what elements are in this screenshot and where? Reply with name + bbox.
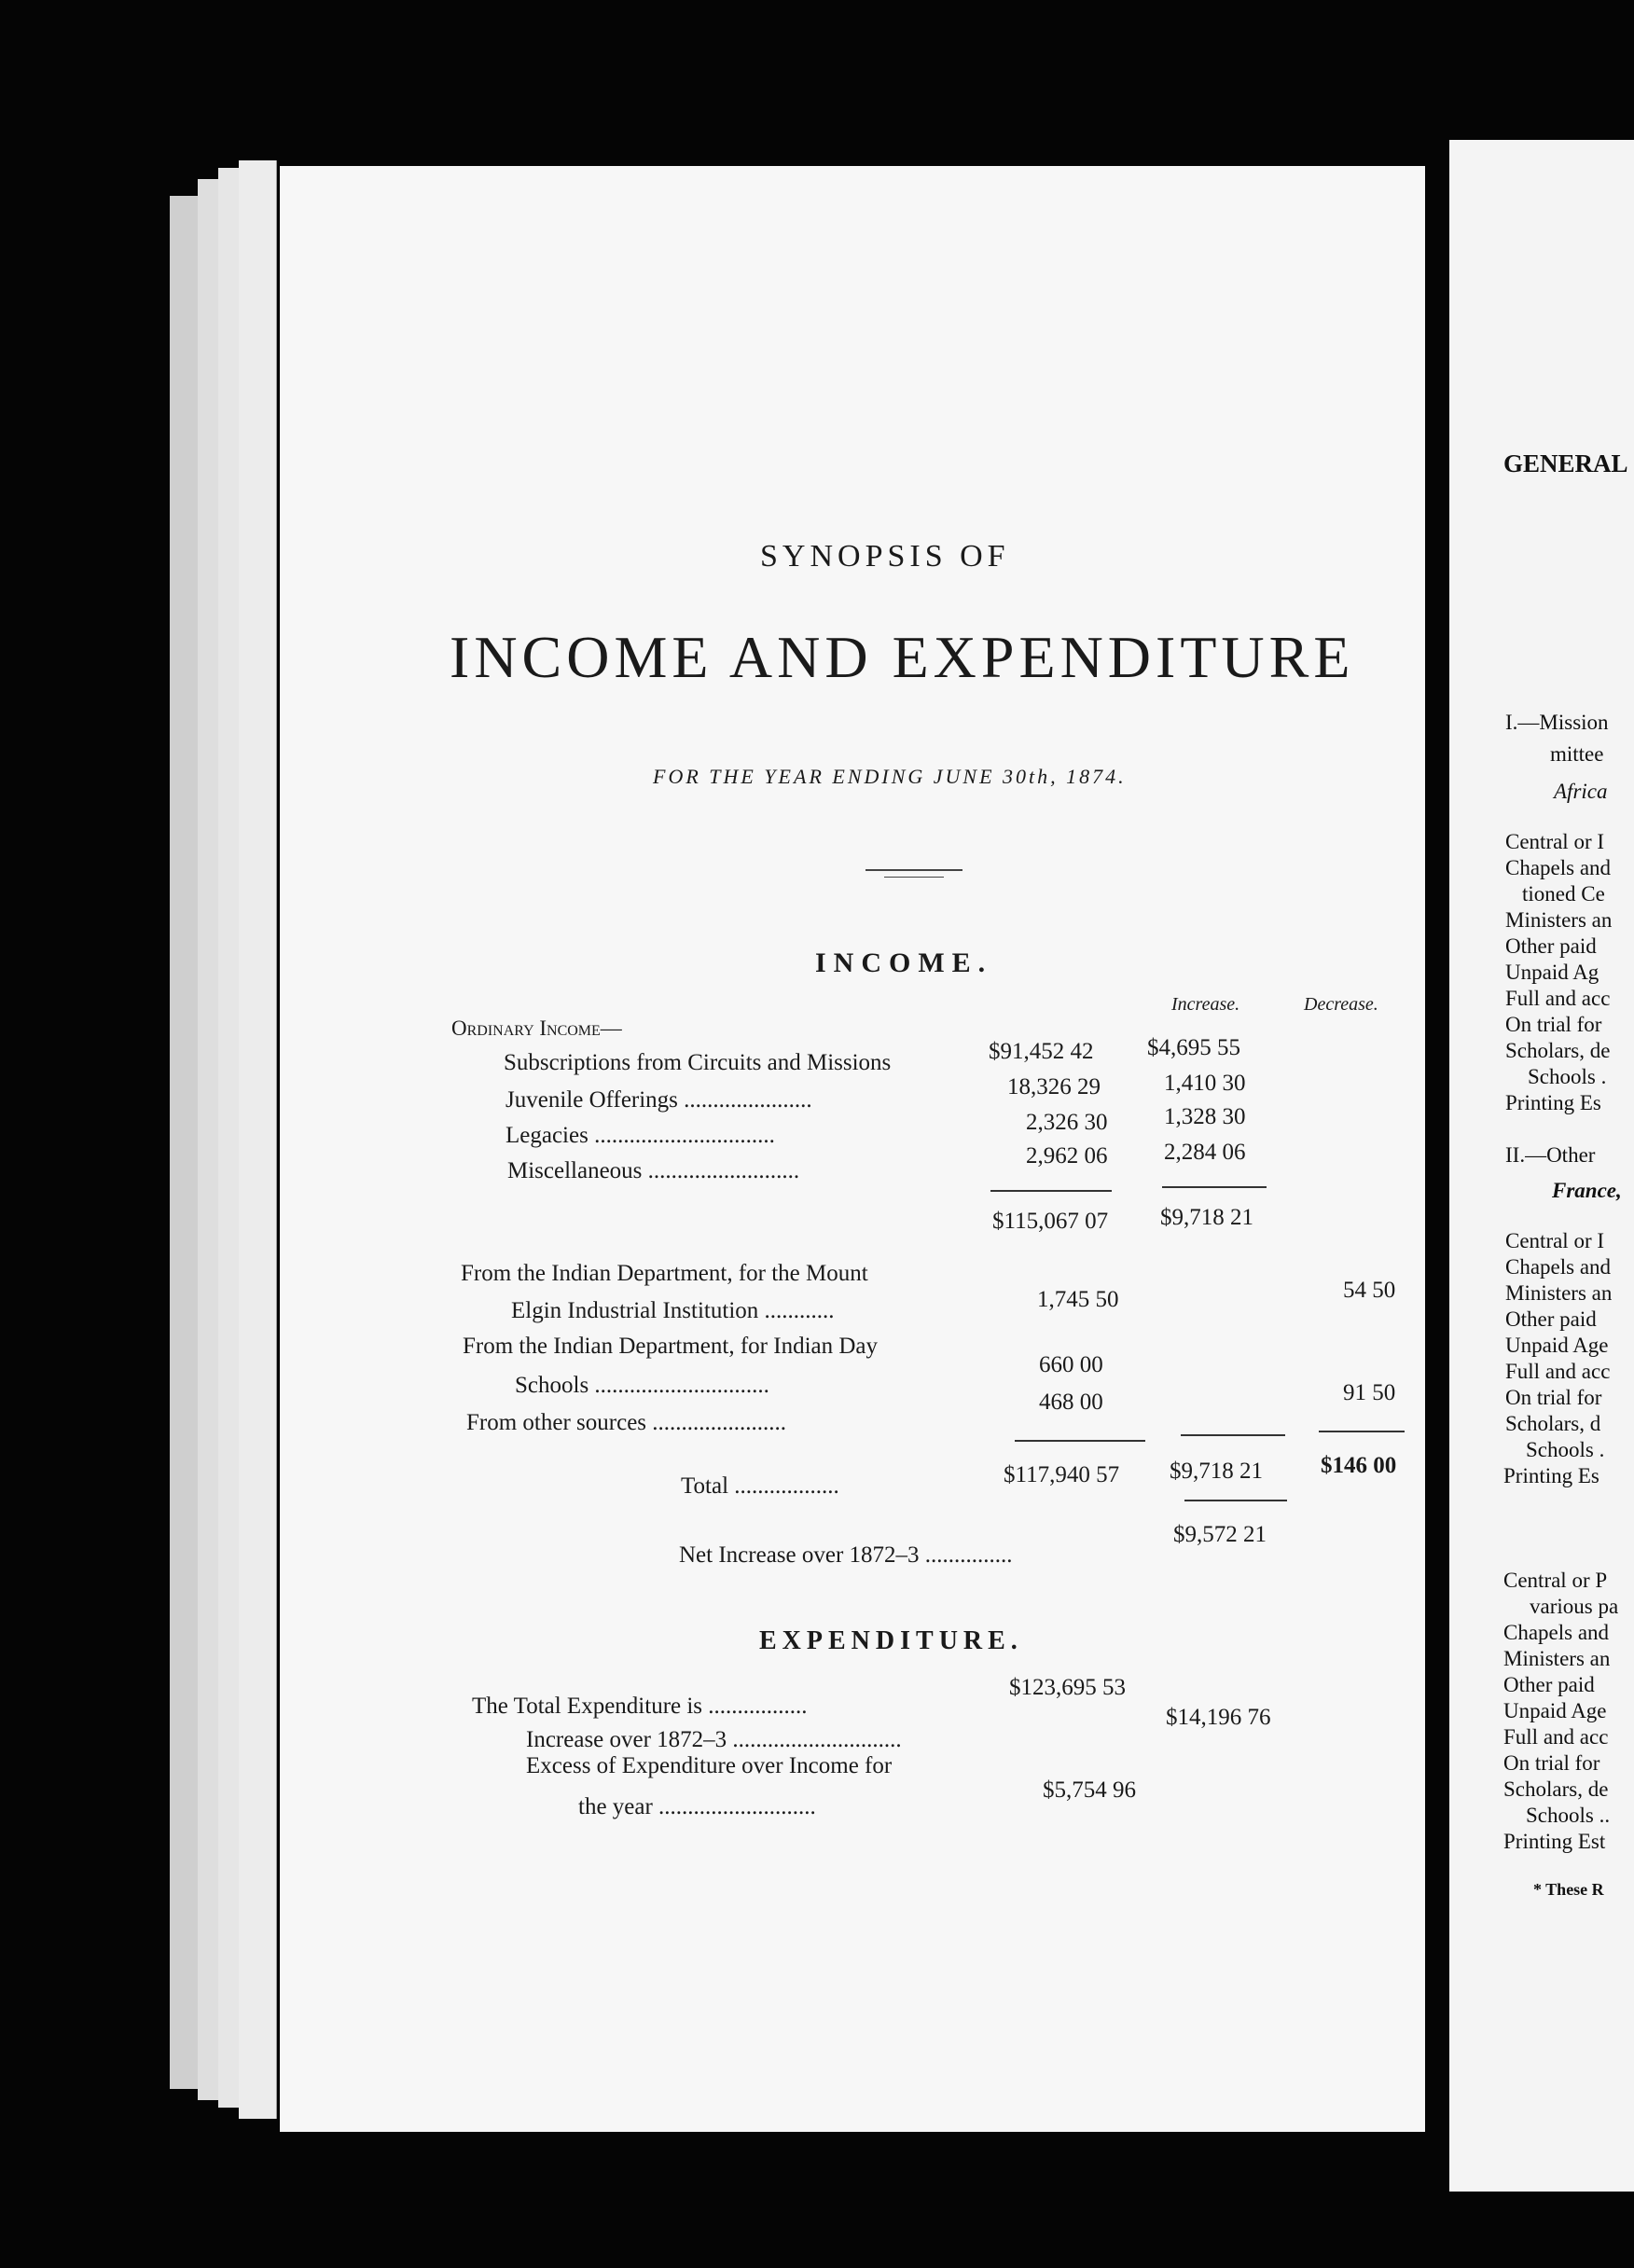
expenditure-heading: EXPENDITURE. [759, 1626, 1023, 1655]
right-line: Scholars, de [1503, 1777, 1609, 1801]
right-footnote: * These R [1533, 1880, 1604, 1899]
income-row-label: Legacies ............................... [505, 1123, 775, 1148]
right-line: Ministers an [1503, 1647, 1611, 1670]
total-label: Total .................. [681, 1473, 839, 1499]
right-line: Africa [1554, 780, 1608, 803]
net-increase-amount: $9,572 21 [1173, 1522, 1267, 1547]
income-row-amount: 1,745 50 [1037, 1287, 1119, 1312]
excess-amount: $5,754 96 [1043, 1777, 1136, 1803]
income-row-label: Juvenile Offerings ...................... [505, 1087, 812, 1113]
right-line: Chapels and [1505, 1255, 1612, 1279]
income-row-label: Elgin Industrial Institution ............ [511, 1298, 835, 1323]
income-row-increase: $4,695 55 [1147, 1035, 1240, 1060]
total-decrease: $146 00 [1321, 1453, 1397, 1478]
right-line: Printing Es [1505, 1091, 1601, 1114]
page-title: INCOME AND EXPENDITURE [450, 624, 1355, 690]
income-row-amount: 660 00 [1039, 1352, 1103, 1377]
right-line: Chapels and [1503, 1621, 1610, 1644]
subtotal-amount: $115,067 07 [992, 1209, 1109, 1234]
right-line: Schools .. [1526, 1804, 1611, 1827]
net-increase-label: Net Increase over 1872–3 ............... [679, 1542, 1013, 1568]
excess-label: the year ........................... [578, 1794, 816, 1819]
right-line: Unpaid Age [1503, 1699, 1607, 1722]
income-row-amount: $91,452 42 [989, 1039, 1094, 1064]
page-edge [239, 160, 277, 2119]
ordinary-income-label: Ordinary Income— [451, 1016, 622, 1040]
right-line: Schools . [1528, 1065, 1607, 1088]
sum-rule [1162, 1186, 1267, 1188]
right-line: Central or I [1505, 1229, 1605, 1252]
right-page-heading: GENERAL [1503, 449, 1628, 477]
total-amount: $117,940 57 [1004, 1462, 1120, 1487]
total-increase: $9,718 21 [1170, 1459, 1263, 1484]
income-row-label: From the Indian Department, for Indian Day [463, 1334, 879, 1359]
income-row-amount: 2,326 30 [1026, 1110, 1108, 1135]
right-line: Schools . [1526, 1438, 1605, 1461]
income-row-label: Subscriptions from Circuits and Missions [504, 1050, 892, 1075]
right-line: mittee [1550, 742, 1604, 766]
sum-rule [1184, 1500, 1287, 1501]
expenditure-increase-amount: $14,196 76 [1166, 1705, 1271, 1730]
right-line: tioned Ce [1522, 882, 1605, 906]
right-line: On trial for [1503, 1751, 1600, 1775]
income-row-decrease: 54 50 [1343, 1278, 1396, 1303]
right-line: Unpaid Age [1505, 1334, 1609, 1357]
right-line: Scholars, de [1505, 1039, 1611, 1062]
right-line: Scholars, d [1505, 1412, 1601, 1435]
income-row-amount: 2,962 06 [1026, 1143, 1108, 1169]
right-line: Central or I [1505, 830, 1605, 853]
right-line: Chapels and [1505, 856, 1612, 879]
sum-rule [990, 1190, 1112, 1192]
subtotal-increase: $9,718 21 [1160, 1205, 1253, 1230]
right-line: Full and acc [1505, 987, 1611, 1010]
increase-column-header: Increase. [1171, 994, 1240, 1015]
expenditure-total-label: The Total Expenditure is ................. [472, 1694, 808, 1719]
income-row-increase: 1,410 30 [1164, 1071, 1246, 1096]
income-heading: INCOME. [815, 947, 993, 978]
income-row-label: From the Indian Department, for the Mount [461, 1261, 868, 1286]
right-line: Unpaid Ag [1505, 961, 1599, 984]
right-line: Printing Es [1503, 1464, 1599, 1487]
excess-label: Excess of Expenditure over Income for [526, 1753, 893, 1778]
right-line: I.—Mission [1505, 711, 1609, 734]
right-line: Printing Est [1503, 1830, 1606, 1853]
right-line: Central or P [1503, 1569, 1608, 1592]
right-line: Other paid [1505, 934, 1597, 958]
ornamental-rule [865, 869, 962, 871]
right-line: Other paid [1505, 1307, 1597, 1331]
sum-rule [1015, 1440, 1145, 1442]
income-row-amount: 468 00 [1039, 1390, 1103, 1415]
book-gutter [1429, 140, 1449, 2192]
sum-rule [1319, 1431, 1405, 1432]
right-line: Full and acc [1503, 1725, 1609, 1749]
right-line: Ministers an [1505, 1281, 1613, 1305]
page-subtitle: FOR THE YEAR ENDING JUNE 30th, 1874. [653, 765, 1127, 788]
ornamental-rule [884, 877, 944, 878]
right-line: Full and acc [1505, 1360, 1611, 1383]
income-row-amount: 18,326 29 [1007, 1074, 1101, 1099]
income-row-increase: 1,328 30 [1164, 1104, 1246, 1129]
title-synopsis: SYNOPSIS OF [760, 539, 1010, 574]
right-line: II.—Other [1505, 1143, 1596, 1167]
right-line: Ministers an [1505, 908, 1613, 932]
income-row-label: Schools .............................. [515, 1373, 769, 1398]
left-page [280, 166, 1425, 2132]
right-line: On trial for [1505, 1013, 1602, 1036]
right-line: Other paid [1503, 1673, 1595, 1696]
income-row-label: From other sources ....................... [466, 1410, 787, 1435]
expenditure-increase-label: Increase over 1872–3 ............................. [526, 1727, 902, 1752]
right-line: various pa [1530, 1595, 1619, 1618]
decrease-column-header: Decrease. [1304, 994, 1378, 1015]
income-row-increase: 2,284 06 [1164, 1140, 1246, 1165]
expenditure-total-amount: $123,695 53 [1009, 1675, 1126, 1700]
sum-rule [1181, 1434, 1285, 1436]
right-line: France, [1552, 1179, 1622, 1202]
income-row-decrease: 91 50 [1343, 1380, 1396, 1405]
right-line: On trial for [1505, 1386, 1602, 1409]
income-row-label: Miscellaneous .......................... [507, 1158, 800, 1183]
